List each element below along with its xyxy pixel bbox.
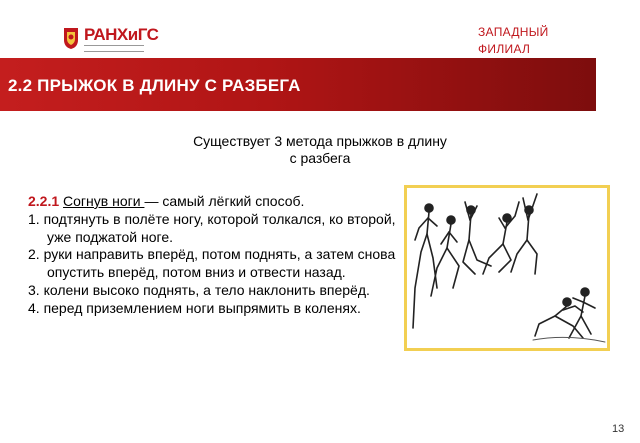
jumper-figure-7 (569, 288, 595, 338)
page-number: 13 (612, 423, 625, 435)
branch-line-1: ЗАПАДНЫЙ (478, 25, 549, 39)
long-jump-sequence-illustration (407, 188, 607, 348)
method-name: Согнув ноги (63, 193, 145, 209)
logo-text: РАНХиГС (84, 25, 159, 44)
intro-line-1: Существует 3 метода прыжков в длину (193, 133, 447, 149)
logo (62, 25, 159, 56)
logo-subtitle-lines (84, 45, 144, 52)
jumper-figure-2 (431, 216, 459, 296)
intro-text (160, 133, 480, 167)
title-banner (0, 58, 596, 111)
section-number: 2.2.1 (28, 193, 60, 209)
jumper-figure-1 (413, 204, 437, 328)
jump-illustration-frame (404, 185, 610, 351)
method-description (28, 193, 400, 318)
step-1: 1. подтянуть в полёте ногу, которой толкался, ко второй, уже поджатой ноге. (28, 210, 396, 245)
step-4: 4. перед приземлением ноги выпрямить в коленях. (28, 299, 361, 316)
method-summary: — самый лёгкий способ. (144, 193, 305, 209)
emblem-icon (62, 26, 80, 50)
branch-line-2: ФИЛИАЛ (478, 42, 531, 56)
branch-label (478, 24, 549, 58)
method-heading (28, 193, 400, 211)
slide-title: 2.2 ПРЫЖОК В ДЛИНУ С РАЗБЕГА (8, 76, 301, 95)
jumper-figure-6 (535, 298, 583, 338)
step-3: 3. колени высоко поднять, а тело наклонить вперёд. (28, 281, 370, 298)
intro-line-2: с разбега (289, 150, 351, 166)
step-2: 2. руки направить вперёд, потом поднять, а затем снова опустить вперёд, потом вниз и отвести назад. (28, 246, 396, 281)
jumper-figure-5 (511, 194, 537, 274)
